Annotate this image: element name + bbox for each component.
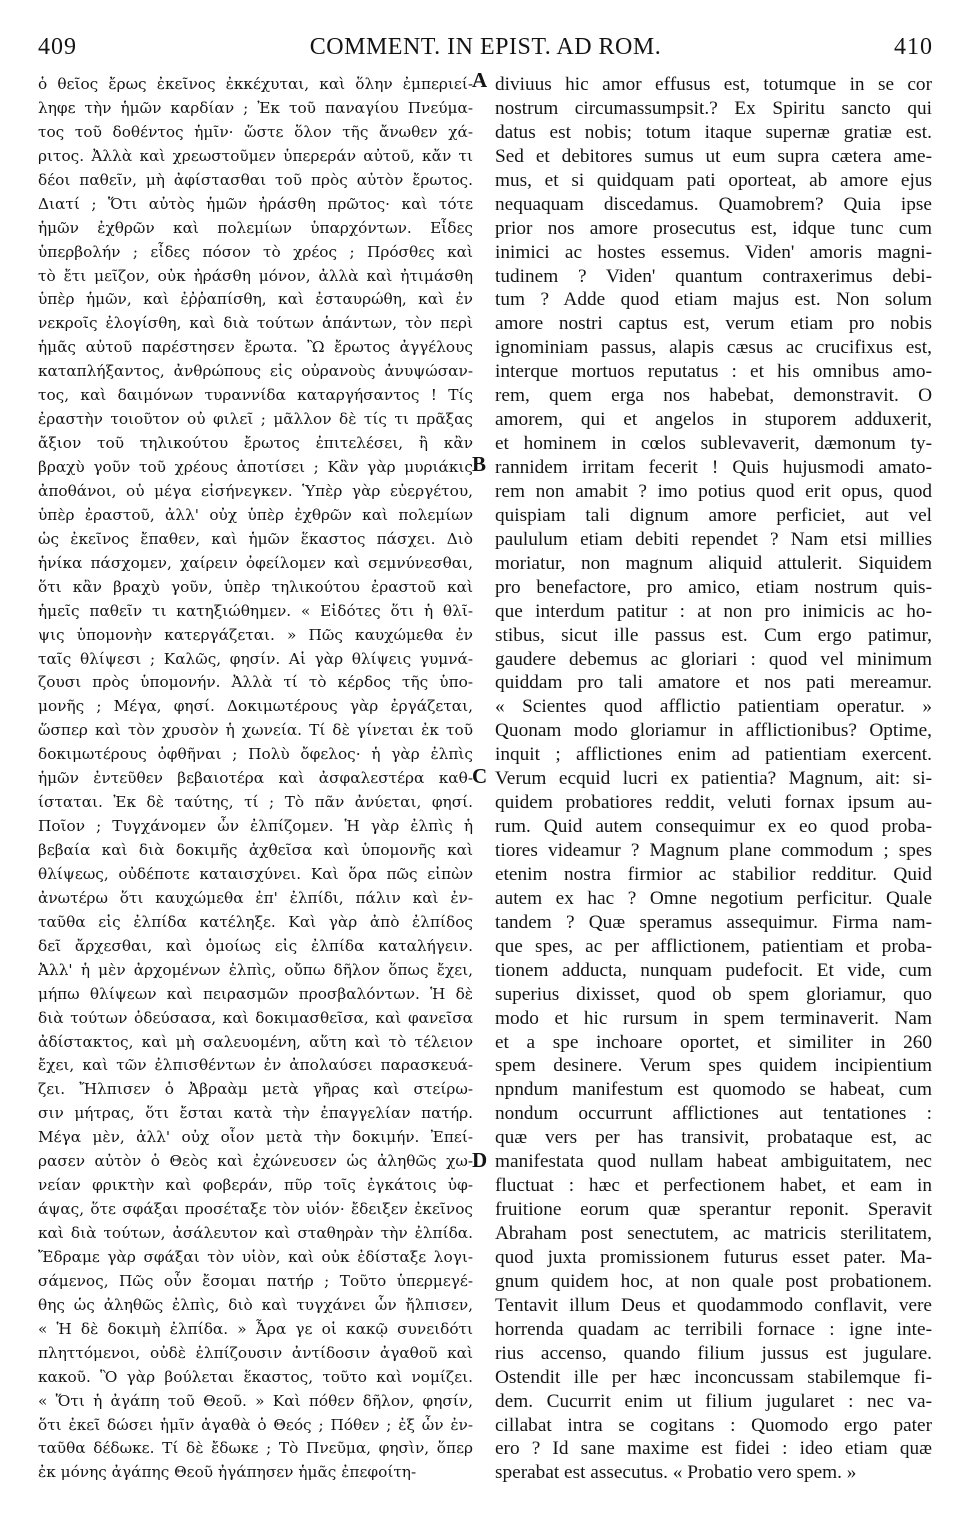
latin-text-line: dem. Cucurrit enim ut filium jugularet : nec va-: [495, 1390, 932, 1412]
latin-text-line: manifestata quod nullam habeat ambiguitatem, nec: [495, 1151, 932, 1173]
latin-text-line: que interdum patitur : at non pro inimicis ac ho-: [495, 600, 932, 622]
greek-text-line: ζει. Ἤλπισεν ὁ Ἀβραὰμ μετὰ γῆρας καὶ στείρω-: [38, 1080, 473, 1099]
latin-text-line: quæ vers per has transivit, probataque est, ac: [495, 1127, 932, 1149]
page-number-left: 409: [38, 34, 77, 60]
page-number-right: 410: [894, 34, 933, 60]
latin-text-line: quidem probatiores reddit, veluti fornax ipsum au-: [495, 792, 932, 814]
latin-text-line: cillabat intra se cogitans : Quomodo ergo pater: [495, 1414, 932, 1436]
latin-text-line: Tentavit illum Deus et quodammodo conflavit, vere: [495, 1294, 932, 1316]
latin-text-line: quiddam pro tali amatore et nos pati mereamur.: [495, 672, 932, 694]
latin-text-line: tionem adducta, nunquam pudefocit. Et vide, cum: [495, 959, 932, 981]
greek-text-line: ίσταται. Ἐκ δὲ ταύτης, τί ; Τὸ πᾶν ἀνύεται, φησί.: [38, 793, 473, 812]
greek-text-column: [38, 73, 473, 1485]
greek-text-line: σιν μήτρας, ὅτι ἔσται κατὰ τὴν ἐπαγγελίαν πατήρ.: [38, 1104, 473, 1123]
latin-text-line: ignominiam passus, alapis cæsus ac crucifixus est,: [495, 337, 932, 359]
latin-text-line: autem ex hac ? Omne negotium perficitur. Quale: [495, 887, 932, 909]
latin-text-line: tandem ? Quæ speramus assequimur. Firma nam-: [495, 911, 932, 933]
greek-text-line: καὶ διὰ τούτων, ἀσάλευτον καὶ σταθηρὰν τὴν ἐλπίδα.: [38, 1224, 473, 1242]
greek-text-line: μήπω θλίψεων καὶ πειρασμῶν προσβαλόντων. Ἡ δὲ: [38, 984, 473, 1003]
greek-text-line: ταῖς θλίψεσι ; Καλῶς, φησίν. Αἱ γὰρ θλίψεις γυμνά-: [38, 649, 473, 668]
latin-text-line: modo et hic rursum in spem terminaverit. Nam: [495, 1007, 932, 1029]
greek-text-line: ὡς ἐκεῖνος ἔπαθεν, καὶ ἡμῶν ἕκαστος πάσχει. Διὸ: [38, 529, 473, 548]
greek-text-line: ἀποθάνοι, οὐ μέγα εἰσήνεγκεν. Ὑπὲρ γὰρ εὐεργέτου,: [38, 481, 473, 500]
section-marker-a: A: [472, 68, 488, 92]
greek-text-line: ἔχει, καὶ τῶν ἐλπισθέντων ἐν ἀπολαύσει παρασκευά-: [38, 1056, 473, 1075]
latin-text-line: sperabat est assecutus. « Probatio vero spem. »: [495, 1462, 857, 1484]
greek-text-line: ἀνωτέρω ὅτι καυχώμεθα ἐπ' ἐλπίδι, πάλιν καὶ ἐν-: [38, 888, 473, 907]
greek-text-line: Μέγα μὲν, ἀλλ' οὐχ οἷον μετὰ τὴν δοκιμήν. Ἐπεί-: [38, 1128, 473, 1147]
latin-text-line: Abraham post senectutem, ac matricis sterilitatem,: [495, 1223, 932, 1244]
latin-text-line: etenim nostra firmior ac stabilior redditur. Quid: [495, 863, 932, 885]
latin-text-line: Quonam modo gloriamur in afflictionibus? Optime,: [495, 720, 932, 742]
greek-text-line: δεῖ ἄρχεσθαι, καὶ ὁμοίως εἰς ἐλπίδα καταλήγειν.: [38, 936, 473, 955]
greek-text-line: θλίψεως, οὐδέποτε καταισχύνει. Καὶ ὅρα πῶς εἰπὼν: [38, 864, 473, 883]
latin-text-line: stibus, sicut ille passus est. Cum ergo patimur,: [495, 624, 932, 646]
greek-text-line: μονῆς ; Μέγα, φησί. Δοκιμωτέρους γὰρ ἐργάζεται,: [38, 697, 473, 716]
latin-text-line: paululum etiam debiti rependet ? Nam etsi millies: [495, 528, 932, 550]
latin-text-line: datus est nobis; totum itaque supernæ gratiæ est.: [495, 121, 932, 143]
latin-text-column: [495, 73, 932, 1485]
greek-text-line: Ἔδραμε γὰρ σφάξαι τὸν υἱὸν, καὶ οὐκ ἐδίσταξε λογι-: [38, 1247, 473, 1266]
latin-text-line: superius dixisset, quod ob spem gloriamur, quo: [495, 983, 932, 1005]
greek-text-line: ὑπὲρ ἐραστοῦ, ἀλλ' οὐχ ὑπὲρ ἐχθρῶν καὶ πολεμίων: [38, 505, 473, 524]
greek-text-line: ἡμᾶς αὐτοῦ παρέστησεν ἔρωτα. Ὢ ἔρωτος ἀγγέλους: [38, 338, 473, 357]
greek-text-line: ὁ θεῖος ἔρως ἐκεῖνος ἐκκέχυται, καὶ ὅλην ἐμπεριεί-: [38, 75, 473, 93]
latin-text-line: inquit ; afflictiones enim ad patientiam exercent.: [495, 744, 932, 766]
section-marker-d: D: [472, 1148, 488, 1172]
greek-text-line: νεκροῖς ἐλογίσθη, καὶ διὰ τούτων ἁπάντων, τὸν περὶ: [38, 314, 473, 333]
greek-text-line: « Ὅτι ἡ ἀγάπη τοῦ Θεοῦ. » Καὶ πόθεν δῆλον, φησίν,: [38, 1391, 473, 1410]
greek-text-line: πληττόμενοι, οὐδὲ ἐλπίζουσιν ἀντίδοσιν ἀγαθοῦ καὶ: [38, 1343, 473, 1362]
greek-text-line: καταπλήξαντος, ἀνθρώπους εἰς οὐρανοὺς ἀνυψώσαν-: [38, 362, 473, 381]
greek-text-line: σάμενος, Πῶς οὖν ἔσομαι πατήρ ; Τοῦτο ὑπερμεγέ-: [38, 1271, 473, 1290]
latin-text-line: moriatur, non magnum aliquid attulerit. Siquidem: [495, 552, 932, 574]
greek-text-line: νείαν φρικτὴν καὶ φοβεράν, πῦρ τοῖς ἐγκάτοις ὑφ-: [38, 1176, 473, 1195]
latin-text-line: amore nostri captus est, verum etiam pro nobis: [495, 313, 932, 335]
latin-text-line: fruitione eorum quæ sperantur reponit. Speravit: [495, 1199, 932, 1221]
latin-text-line: inimici ac hostes essemus. Viden' amoris magni-: [495, 241, 932, 263]
latin-text-line: rius accenso, quando filium jussus est jugulare.: [495, 1342, 932, 1364]
latin-text-line: gnum quidem hoc, at non quale post probationem.: [495, 1270, 932, 1292]
greek-text-line: ἐκ μόνης ἀγάπης Θεοῦ ἠγάπησεν ἡμᾶς ἐπεφοίτη-: [38, 1463, 417, 1482]
greek-text-line: διὰ τούτων ὁδεύσασα, καὶ δοκιμασθεῖσα, καὶ φανεῖσα: [38, 1008, 473, 1027]
greek-text-line: τὸ ἔτι μεῖζον, οὐκ ἠράσθη μόνον, ἀλλὰ καὶ ἠτιμάσθη: [38, 266, 473, 285]
greek-text-line: Ἀλλ' ἡ μὲν ἀρχομένων ἐλπὶς, οὔπω δῆλον ὅπως ἔχει,: [38, 960, 473, 979]
latin-text-line: quod juxta promissionem futurus esset pater. Ma-: [495, 1246, 932, 1268]
latin-text-line: que spes, ac per afflictionem, patientiam et proba-: [495, 935, 932, 957]
latin-text-line: gaudere debemus ac gloriari : quod vel minimum: [495, 648, 932, 670]
latin-text-line: pro benefactore, pro amico, etiam nostrum quis-: [495, 576, 932, 598]
greek-text-line: ρασεν αὐτὸν ὁ Θεὸς καὶ ἐχώνευσεν ὡς ἀληθῶς χω-: [38, 1152, 473, 1171]
latin-text-line: tum ? Adde quod etiam majus est. Non solum: [495, 289, 932, 311]
latin-text-line: amorem, qui et angelos in stuporem adduxerit,: [495, 409, 932, 431]
greek-text-line: ἡμεῖς παθεῖν τι κατηξιώθημεν. « Εἰδότες ὅτι ἡ θλῖ-: [38, 601, 473, 620]
latin-text-line: Verum ecquid lucri ex patientia? Magnum, ait: si-: [495, 768, 932, 790]
greek-text-line: ταῦθα εἰς ἐλπίδα κατέληξε. Καὶ γὰρ ἀπὸ ἐλπίδος: [38, 912, 473, 931]
latin-text-line: Sed et debitores sumus ut eum supra cætera ame-: [495, 145, 932, 167]
latin-text-line: rum. Quid autem consequimur ex eo quod proba-: [495, 816, 932, 838]
latin-text-line: nondum occurrunt afflictiones aut tentationes :: [495, 1103, 932, 1125]
greek-text-line: ἡμῶν ἐντεῦθεν βεβαιοτέρα καὶ ἀσφαλεστέρα καθ-: [38, 769, 473, 788]
greek-text-line: ληφε τὴν ἡμῶν καρδίαν ; Ἐκ τοῦ παναγίου Πνεύμα-: [38, 98, 473, 117]
greek-text-line: ταῦθα δέδωκε. Τί δὲ ἔδωκε ; Τὸ Πνεῦμα, φησὶν, ὅπερ: [38, 1439, 473, 1458]
greek-text-line: ἀδίστακτος, καὶ μὴ σαλευομένη, αὕτη καὶ τὸ τέλειον: [38, 1032, 473, 1051]
greek-text-line: ὅτι κἂν βραχὺ γοῦν, ὑπὲρ τηλικούτου ἐραστοῦ καὶ: [38, 577, 473, 596]
latin-text-line: diviuus hic amor effusus est, totumque in se cor: [495, 74, 932, 95]
section-marker-c: C: [472, 764, 488, 788]
latin-text-line: prior nos amore prosecutus est, idque tunc cum: [495, 217, 932, 239]
greek-text-line: ζουσι πρὸς ὑπομονήν. Ἀλλὰ τί τὸ κέρδος τῆς ὑπο-: [38, 673, 473, 692]
latin-text-line: interque mortuos reputatus : et his omnibus amo-: [495, 361, 932, 383]
greek-text-line: δοκιμωτέρους ὀφθῆναι ; Πολὺ ὄφελος· ἡ γὰρ ἐλπὶς: [38, 745, 473, 764]
latin-text-line: « Scientes quod afflictio patientiam operatur. »: [495, 696, 932, 718]
greek-text-line: βεβαία καὶ διὰ δοκιμῆς ἀχθεῖσα καὶ ὑπομονῆς καὶ: [38, 841, 473, 859]
running-title: COMMENT. IN EPIST. AD ROM.: [309, 34, 662, 60]
latin-text-line: horrenda quadam ac terribili fornace : igne inte-: [495, 1318, 932, 1340]
latin-text-line: rem non amabit ? imo potius quod erit opus, quod: [495, 480, 932, 502]
running-header: [38, 34, 933, 64]
latin-text-line: Ostendit ille per hæc inconcussam stabilemque fi-: [495, 1366, 932, 1388]
greek-text-line: βραχὺ γοῦν τοῦ χρέους ἀποτίσει ; Κἂν γὰρ μυριάκις: [38, 458, 473, 476]
latin-text-line: mus, et si quidquam pati oporteat, ab amore ejus: [495, 169, 932, 191]
latin-text-line: rem, quem erga nos habebat, demonstravit. O: [495, 385, 932, 407]
latin-text-line: nostrum circumassumpsit.? Ex Spiritu sancto qui: [495, 97, 932, 119]
greek-text-line: « Ἡ δὲ δοκιμὴ ἐλπίδα. » Ἆρα γε οἱ κακῷ συνειδότι: [38, 1319, 473, 1338]
greek-text-line: Ποῖον ; Τυγχάνομεν ὧν ἐλπίζομεν. Ἡ γὰρ ἐλπὶς ἡ: [38, 817, 473, 836]
greek-text-line: Διατί ; Ὅτι αὐτὸς ἡμῶν ἠράσθη πρῶτος· καὶ τότε: [38, 194, 473, 213]
greek-text-line: ὑπερβολήν ; εἶδες πόσον τὸ χρέος ; Πρόσθες καὶ: [38, 242, 473, 261]
greek-text-line: ὅτι ἐκεῖ δώσει ἡμῖν ἀγαθὰ ὁ Θεός ; Πόθεν ; ἐξ ὧν ἐν-: [38, 1415, 473, 1434]
latin-text-line: et a spe inchoare oportet, et similiter in 260: [495, 1031, 932, 1053]
latin-text-line: fluctuat : hæc et perfectionem habet, et eam in: [495, 1175, 932, 1197]
latin-text-line: npndum manifestum est quomodo se habeat, cum: [495, 1079, 932, 1101]
greek-text-line: δέοι παθεῖν, μὴ ἀφίστασθαι τοῦ πρὸς αὐτὸν ἔρωτος.: [38, 170, 473, 189]
greek-text-line: ριτος. Ἀλλὰ καὶ χρεωστοῦμεν ὑπερεράν αὐτοῦ, κἄν τι: [38, 146, 473, 165]
latin-text-line: spem desinere. Verum spes quidem incipientium: [495, 1055, 932, 1077]
latin-text-line: nequaquam discedamus. Quamobrem? Quia ipse: [495, 193, 932, 215]
greek-text-line: τος, καὶ δαιμόνων τυραννίδα καταργήσαντος ! Τίς: [38, 386, 473, 405]
greek-text-line: ἡνίκα πάσχομεν, χαίρειν ὀφείλομεν καὶ σεμνύνεσθαι,: [38, 553, 473, 572]
section-marker-b: B: [472, 452, 487, 476]
latin-text-line: quispiam tali dignum amore perficiet, aut vel: [495, 504, 932, 526]
latin-text-line: tudinem ? Viden' quantum contraxerimus debi-: [495, 265, 932, 287]
greek-text-line: άψας, ὅτε σφάξαι προσέταξε τὸν υἱόν· ἔδειξεν ἐκεῖνος: [38, 1200, 473, 1219]
greek-text-line: ψις ὑπομονὴν κατεργάζεται. » Πῶς καυχώμεθα ἐν: [38, 625, 473, 644]
greek-text-line: τος τοῦ δοθέντος ἡμῖν· ὥστε ὅλον τῆς ἄνωθεν χά-: [38, 122, 473, 141]
greek-text-line: ὥσπερ καὶ τὸν χρυσὸν ἡ χωνεία. Τί δὲ γίνεται ἐκ τοῦ: [38, 721, 473, 740]
latin-text-line: tiores videamur ? Magnum plane commodum ; spes: [495, 840, 932, 861]
greek-text-line: κακοῦ. Ὃ γὰρ βούλεται ἕκαστος, τοῦτο καὶ νομίζει.: [38, 1367, 473, 1386]
latin-text-line: rannidem irritam fecerit ! Quis hujusmodi amato-: [495, 457, 932, 478]
greek-text-line: ἄξιον τοῦ τηλικούτου ἔρωτος ἐπιτελέσει, ἢ κἂν: [38, 434, 473, 453]
greek-text-line: ἡμῶν ἐχθρῶν καὶ πολεμίων ὑπαρχόντων. Εἶδες: [38, 218, 473, 237]
greek-text-line: ἐραστὴν τοιοῦτον οὐ φιλεῖ ; μᾶλλον δὲ τίς τι πρᾶξας: [38, 410, 473, 429]
latin-text-line: et hominem in cœlos sublevaverit, dæmonum ty-: [495, 433, 932, 455]
greek-text-line: ὑπὲρ ἡμῶν, καὶ ἐῤῥαπίσθη, καὶ ἐσταυρώθη, καὶ ἐν: [38, 290, 473, 309]
greek-text-line: θης ὡς ἀληθῶς ἐλπὶς, διὸ καὶ τυγχάνει ὧν ἤλπισεν,: [38, 1295, 473, 1314]
latin-text-line: ero ? Id sane maxime est fidei : ideo etiam quæ: [495, 1438, 932, 1460]
